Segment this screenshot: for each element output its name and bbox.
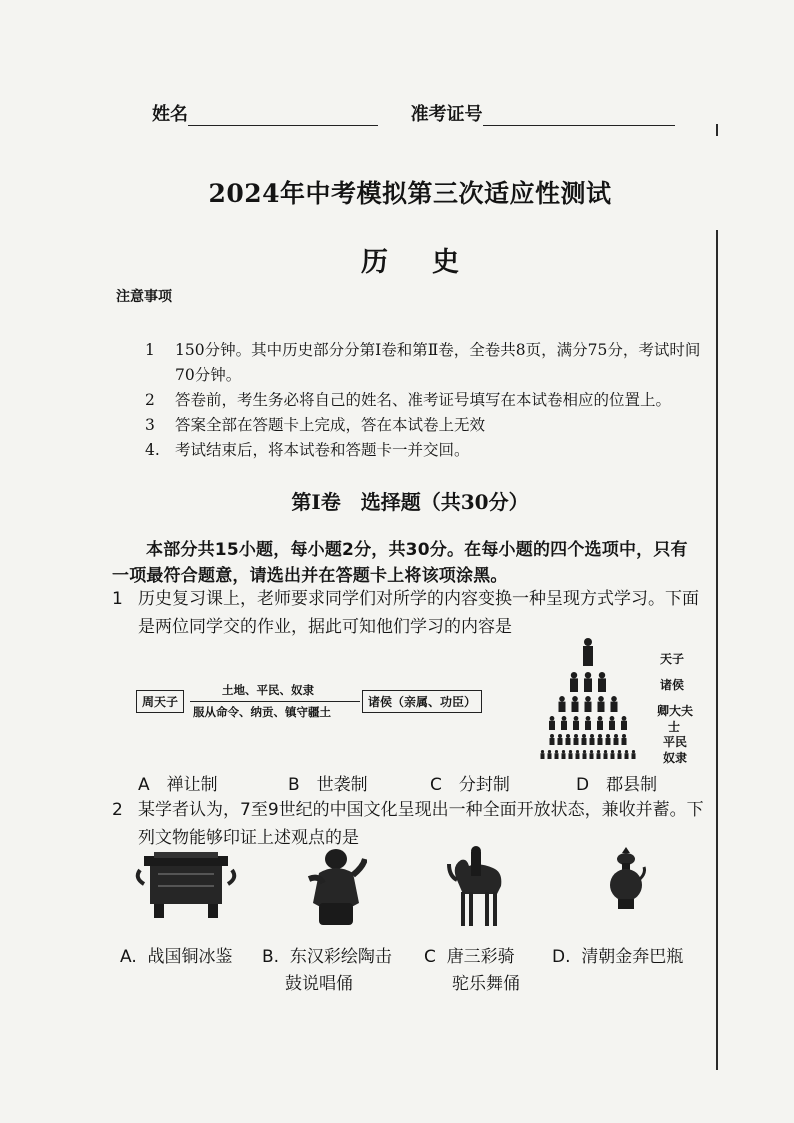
- pyramid-figure-head: [604, 750, 607, 753]
- pyramid-figure-body: [549, 721, 555, 730]
- pyramid-label: 奴隶: [663, 751, 688, 765]
- pyramid-figure-body: [598, 738, 603, 745]
- question-text: 某学者认为，7至9世纪的中国文化呈现出一种全面开放状态，兼收并蓄。下列文物能够印证上述观点的是: [138, 800, 704, 848]
- tang-sancai-camel-image: [447, 846, 509, 930]
- pyramid-figure-body: [585, 702, 592, 712]
- notice-item: 2 答卷前，考生务必将自己的姓名、准考证号填写在本试卷相应的位置上。: [145, 391, 672, 409]
- pyramid-figure-head: [632, 750, 635, 753]
- pyramid-figure-head: [541, 750, 544, 753]
- option-d[interactable]: D 郡县制: [576, 775, 658, 795]
- pyramid-figure-body: [582, 738, 587, 745]
- pyramid-figure-body: [576, 753, 580, 759]
- golden-bumpa-vase-image: [606, 845, 646, 911]
- pyramid-figure-body: [611, 753, 615, 759]
- social-pyramid-figure: [518, 632, 658, 764]
- question-2: [112, 796, 712, 852]
- pyramid-figure-head: [574, 716, 579, 721]
- pyramid-figure-head: [625, 750, 628, 753]
- pyramid-figure-body: [572, 702, 579, 712]
- pyramid-figure-head: [585, 672, 591, 678]
- diagram-top-text: 土地、平民、奴隶: [222, 683, 314, 697]
- subject-title: [0, 240, 794, 279]
- pyramid-figure-body: [569, 753, 573, 759]
- option-a[interactable]: A 禅让制: [138, 775, 218, 795]
- pyramid-figure-body: [584, 678, 592, 692]
- pyramid-figure-head: [606, 734, 610, 738]
- pyramid-figure-head: [611, 696, 617, 702]
- diagram-arrow-line: [190, 701, 360, 702]
- diagram-box-king: 周天子: [136, 690, 184, 713]
- question-number: 1: [112, 589, 123, 609]
- pyramid-figure-body: [583, 646, 593, 666]
- pyramid-figure-head: [611, 750, 614, 753]
- pyramid-figure-body: [574, 738, 579, 745]
- pyramid-label: 士: [668, 720, 681, 734]
- diagram-box-lords: 诸侯（亲属、功臣）: [362, 690, 482, 713]
- name-label: 姓名: [152, 104, 188, 125]
- pyramid-figure-head: [585, 696, 591, 702]
- pyramid-figure-body: [562, 753, 566, 759]
- pyramid-figure-head: [555, 750, 558, 753]
- pyramid-figure-body: [597, 721, 603, 730]
- pottery-storyteller-figure-image: [305, 845, 367, 927]
- pyramid-label: 卿大夫: [657, 704, 694, 718]
- pyramid-figure-head: [572, 696, 578, 702]
- pyramid-figure-body: [606, 738, 611, 745]
- pyramid-figure-body: [550, 738, 555, 745]
- pyramid-figure-head: [576, 750, 579, 753]
- pyramid-figure-head: [590, 734, 594, 738]
- pyramid-figure-body: [618, 753, 622, 759]
- option-c[interactable]: C 分封制: [430, 775, 510, 795]
- notice-heading: 注意事项: [116, 289, 172, 305]
- pyramid-figure-head: [614, 734, 618, 738]
- pyramid-figure-body: [566, 738, 571, 745]
- pyramid-figure-body: [583, 753, 587, 759]
- pyramid-figure-body: [622, 738, 627, 745]
- pyramid-figure-head: [574, 734, 578, 738]
- exam-title: 2024年中考模拟第三次适应性测试: [208, 179, 612, 208]
- exam-id-field[interactable]: [483, 105, 675, 126]
- notice-item: 3 答案全部在答题卡上完成，答在本试卷上无效: [145, 416, 486, 434]
- scan-edge-line: [716, 124, 718, 136]
- pyramid-figure-body: [590, 738, 595, 745]
- pyramid-figure-body: [561, 721, 567, 730]
- pyramid-figure-head: [610, 716, 615, 721]
- pyramid-figure-head: [622, 734, 626, 738]
- pyramid-figure-body: [611, 702, 618, 712]
- pyramid-figure-head: [548, 750, 551, 753]
- pyramid-figure-head: [550, 734, 554, 738]
- pyramid-figure-body: [558, 738, 563, 745]
- pyramid-figure-body: [548, 753, 552, 759]
- section-title: 第Ⅰ卷 选择题（共30分）: [291, 490, 529, 514]
- pyramid-label: 天子: [660, 652, 685, 666]
- pyramid-figure-head: [566, 734, 570, 738]
- subject-char-2: 史: [432, 247, 459, 278]
- pyramid-figure-head: [571, 672, 577, 678]
- option-a[interactable]: A. 战国铜冰鉴: [120, 947, 233, 967]
- pyramid-figure-body: [609, 721, 615, 730]
- pyramid-figure-body: [570, 678, 578, 692]
- option-b[interactable]: B. 东汉彩绘陶击 鼓说唱俑: [262, 947, 392, 994]
- option-b[interactable]: B 世袭制: [288, 775, 368, 795]
- pyramid-figure-head: [598, 716, 603, 721]
- option-d[interactable]: D. 清朝金奔巴瓶: [552, 947, 684, 967]
- question-number: 2: [112, 800, 123, 820]
- pyramid-figure-head: [582, 734, 586, 738]
- exam-id-label: 准考证号: [410, 104, 483, 125]
- scan-edge-line: [716, 230, 718, 1070]
- pyramid-figure-body: [621, 721, 627, 730]
- pyramid-figure-head: [598, 734, 602, 738]
- pyramid-figure-body: [614, 738, 619, 745]
- notice-list: [145, 338, 705, 463]
- pyramid-figure-head: [562, 716, 567, 721]
- pyramid-figure-body: [590, 753, 594, 759]
- diagram-bottom-text: 服从命令、纳贡、镇守疆土: [193, 705, 331, 719]
- pyramid-figure-head: [583, 750, 586, 753]
- pyramid-figure-head: [584, 638, 592, 646]
- candidate-info-row: [152, 100, 675, 126]
- pyramid-figure-head: [562, 750, 565, 753]
- pyramid-figure-head: [598, 696, 604, 702]
- name-field[interactable]: [188, 105, 378, 126]
- pyramid-figure-head: [559, 696, 565, 702]
- pyramid-figure-body: [573, 721, 579, 730]
- question-text: 历史复习课上，老师要求同学们对所学的内容变换一种呈现方式学习。下面是两位同学交的作业，据此可知他们学习的内容是: [138, 589, 699, 637]
- pyramid-figure-head: [599, 672, 605, 678]
- pyramid-figure-body: [604, 753, 608, 759]
- pyramid-figure-body: [555, 753, 559, 759]
- pyramid-figure-head: [622, 716, 627, 721]
- pyramid-figure-head: [586, 716, 591, 721]
- pyramid-figure-body: [559, 702, 566, 712]
- option-c[interactable]: C 唐三彩骑 驼乐舞俑: [424, 947, 520, 994]
- pyramid-figure-body: [632, 753, 636, 759]
- pyramid-figure-head: [569, 750, 572, 753]
- notice-item: 1 150分钟。其中历史部分分第Ⅰ卷和第Ⅱ卷，全卷共8页，满分75分，考试时间70分钟。: [145, 341, 701, 384]
- pyramid-figure-head: [597, 750, 600, 753]
- pyramid-figure-head: [550, 716, 555, 721]
- pyramid-figure-body: [585, 721, 591, 730]
- pyramid-label: 平民: [663, 735, 688, 749]
- subject-char-1: 历: [361, 247, 388, 278]
- bronze-ice-jian-image: [134, 850, 238, 922]
- pyramid-figure-body: [625, 753, 629, 759]
- pyramid-label: 诸侯: [660, 678, 685, 692]
- pyramid-figure-head: [558, 734, 562, 738]
- section-intro: 本部分共15小题，每小题2分，共30分。在每小题的四个选项中，只有一项最符合题意，请选出并在答题卡上将该项涂黑。: [112, 540, 688, 586]
- pyramid-figure-head: [590, 750, 593, 753]
- pyramid-figure-body: [598, 678, 606, 692]
- notice-item: 4. 考试结束后，将本试卷和答题卡一并交回。: [145, 441, 470, 459]
- pyramid-figure-head: [618, 750, 621, 753]
- pyramid-figure-body: [598, 702, 605, 712]
- pyramid-figure-body: [541, 753, 545, 759]
- pyramid-figure-body: [597, 753, 601, 759]
